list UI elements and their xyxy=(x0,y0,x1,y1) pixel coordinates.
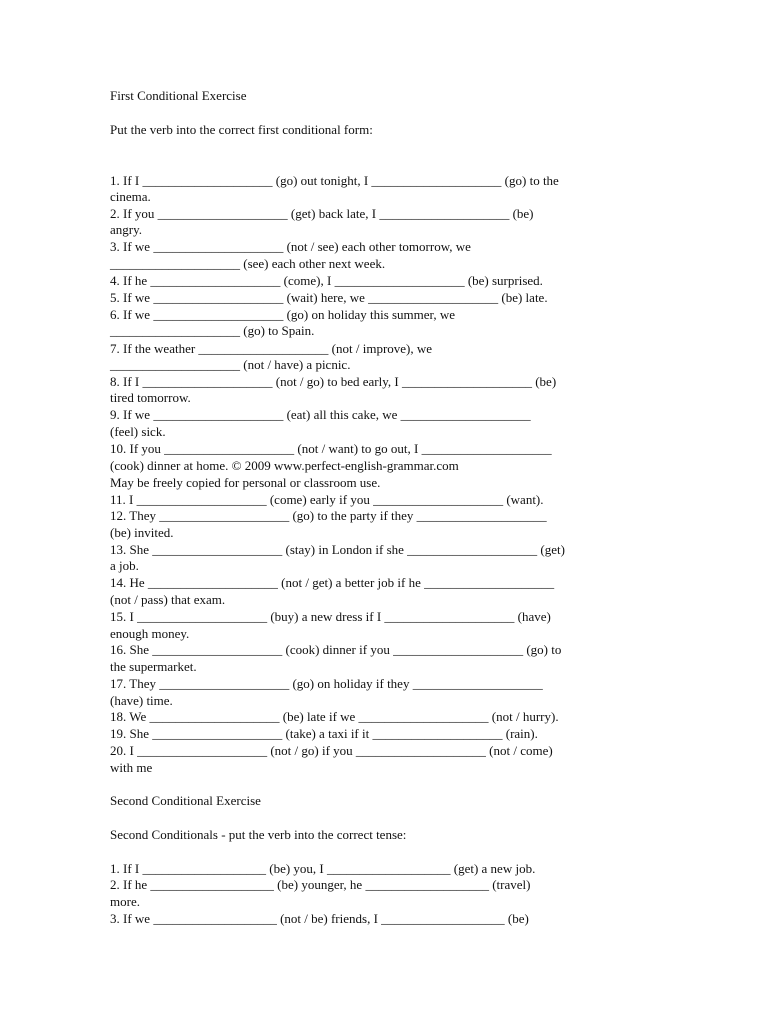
exercise-line: angry. xyxy=(110,222,143,237)
exercise-line: a job. xyxy=(110,558,139,573)
exercise-line: 14. He ____________________ (not / get) a better job if he ____________________ xyxy=(110,575,555,590)
exercise-line: 19. She ____________________ (take) a taxi if it ____________________ (rain). xyxy=(110,726,538,741)
exercise-line: 18. We ____________________ (be) late if we ____________________ (not / hurry). xyxy=(110,709,559,724)
exercise-instruction: Put the verb into the correct first conditional form: xyxy=(110,122,373,137)
exercise-line: 7. If the weather ____________________ (not / improve), we xyxy=(110,341,433,356)
exercise-line: 16. She ____________________ (cook) dinner if you ____________________ (go) to xyxy=(110,642,562,657)
exercise-line: 1. If I ___________________ (be) you, I ___________________ (get) a new job. xyxy=(110,861,536,876)
exercise-line: 8. If I ____________________ (not / go) to bed early, I ____________________ (be) xyxy=(110,374,557,389)
exercise-line: ____________________ (see) each other next week. xyxy=(110,256,386,271)
exercise-line: 3. If we ____________________ (not / see) each other tomorrow, we xyxy=(110,239,471,254)
exercise-line: ____________________ (go) to Spain. xyxy=(110,323,315,338)
exercise-line: 2. If you ____________________ (get) back late, I ____________________ (be) xyxy=(110,206,534,221)
exercise-line: ____________________ (not / have) a picnic. xyxy=(110,357,351,372)
exercise-line: more. xyxy=(110,894,140,909)
exercise-line: cinema. xyxy=(110,189,151,204)
exercise-line: the supermarket. xyxy=(110,659,197,674)
exercise-line: with me xyxy=(110,760,153,775)
exercise-line: 10. If you ____________________ (not / want) to go out, I ____________________ xyxy=(110,441,552,456)
exercise-line: 3. If we ___________________ (not / be) friends, I ___________________ (be) xyxy=(110,911,529,926)
exercise-line: 6. If we ____________________ (go) on holiday this summer, we xyxy=(110,307,456,322)
exercise-line: 15. I ____________________ (buy) a new dress if I ____________________ (have) xyxy=(110,609,551,624)
exercise-line: 12. They ____________________ (go) to the party if they ____________________ xyxy=(110,508,547,523)
exercise-line: (be) invited. xyxy=(110,525,174,540)
exercise-line: 5. If we ____________________ (wait) here, we ____________________ (be) late. xyxy=(110,290,548,305)
second-exercise-title: Second Conditional Exercise xyxy=(110,793,261,808)
exercise-line: 11. I ____________________ (come) early if you ____________________ (want). xyxy=(110,492,544,507)
exercise-line: (cook) dinner at home. © 2009 www.perfect-english-grammar.com xyxy=(110,458,459,473)
exercise-line: 20. I ____________________ (not / go) if you ____________________ (not / come) xyxy=(110,743,553,758)
exercise-line: 17. They ____________________ (go) on holiday if they ____________________ xyxy=(110,676,543,691)
exercise-line: (not / pass) that exam. xyxy=(110,592,226,607)
exercise-line: 4. If he ____________________ (come), I ____________________ (be) surprised. xyxy=(110,273,543,288)
exercise-line: 1. If I ____________________ (go) out tonight, I ____________________ (go) to the xyxy=(110,173,559,188)
exercise-line: 9. If we ____________________ (eat) all this cake, we ____________________ xyxy=(110,407,531,422)
exercise-line: enough money. xyxy=(110,626,190,641)
exercise-line: 13. She ____________________ (stay) in London if she ____________________ (get) xyxy=(110,542,565,557)
second-exercise-instruction: Second Conditionals - put the verb into the correct tense: xyxy=(110,827,407,842)
exercise-line: (feel) sick. xyxy=(110,424,166,439)
exercise-line: tired tomorrow. xyxy=(110,390,191,405)
exercise-title: First Conditional Exercise xyxy=(110,88,247,103)
copyright-note: May be freely copied for personal or classroom use. xyxy=(110,475,381,490)
exercise-line: (have) time. xyxy=(110,693,173,708)
exercise-line: 2. If he ___________________ (be) younger, he ___________________ (travel) xyxy=(110,877,531,892)
